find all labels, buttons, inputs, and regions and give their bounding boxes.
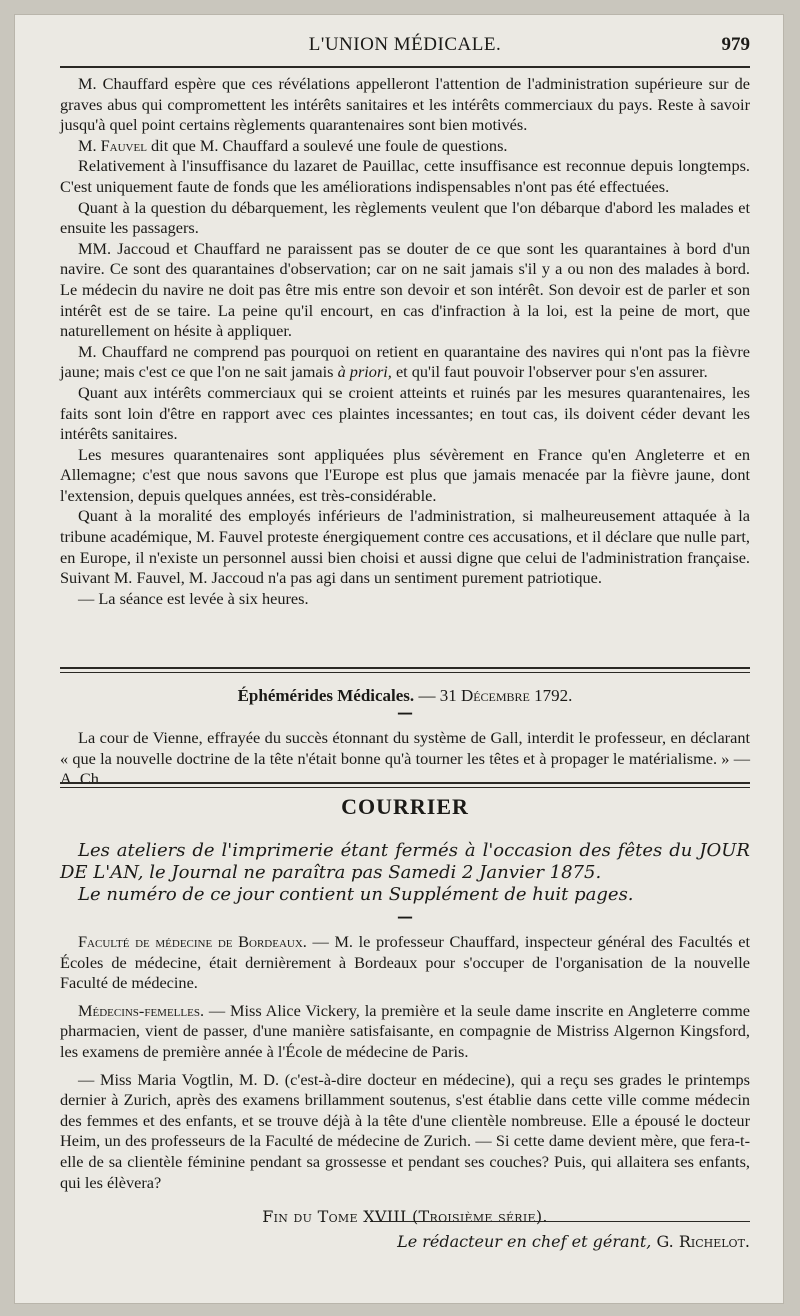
paragraph: Les mesures quarantenaires sont appliquées plus sévèrement en France qu'en Angleterre et en Allemagne; c'est que nous savons que l'Europe est plus que jamais menacée par la fièvre jaune, dont l'extension, depuis quelques années, est très-considérable. [60,444,750,505]
news-text: — M. le professeur Chauffard, inspecteur général des Facultés et Écoles de médecine, était dernièrement à Bordeaux pour s'occuper de l'organisation de la nouvelle Faculté de médecine. [60,932,751,993]
paragraph: Relativement à l'insuffisance du lazaret de Pauillac, cette insuffisance est reconnue depuis longtemps. C'est uniquement faute de fonds que les améliorations indispensables n'ont pas été effectuées. [60,156,750,196]
ephemerides-date: — 31 Décembre 1792. [418,686,573,705]
page-header [60,34,750,62]
paragraph: Quant à la question du débarquement, les règlements veulent que l'on débarque d'abord les malades et ensuite les passagers. [60,197,750,238]
section-rule-thin [60,787,750,788]
journal-title: L'UNION MÉDICALE. [308,34,502,55]
ephemerides-text: La cour de Vienne, effrayée du succès étonnant du système de Gall, interdit le professeur, en déclarant « que la nouvelle doctrine de la tête n'était bonne qu'à tourner les têtes et à propager le matérialisme. » — A. Ch. [60,728,750,789]
paragraph: Quant à la moralité des employés inférieurs de l'administration, si malheureusement attaquée à la tribune académique, M. Fauvel proteste énergiquement contre ces accusations, et il déclare que nulle part, en Europe, il n'existe un personnel aussi bien choisi et aussi digne que celui de l'administration française. Suivant M. Fauvel, M. Jaccoud n'a pas agi dans un sentiment purement patriotique. [60,506,750,588]
paragraph-text: M. Chauffard ne comprend pas pourquoi on retient en quarantaine des navires qui n'ont pas la fièvre jaune; mais c'est ce que l'on ne sait jamais [60,341,750,382]
section-rule [60,667,750,669]
paragraph-text: et qu'il faut pouvoir l'observer pour s'en assurer. [391,362,708,382]
news-item [60,932,750,994]
supplement-notice: Le numéro de ce jour contient un Supplément de huit pages. [78,884,634,905]
paragraph [60,136,750,157]
signature-role: Le rédacteur en chef et gérant, [397,1232,652,1251]
page [14,14,784,1304]
speaker-name: M. Fauvel [78,135,147,155]
news-item: — Miss Maria Vogtlin, M. D. (c'est-à-dire docteur en médecine), qui a reçu ses grades le printemps dernier à Zurich, après des examens brillamment soutenus, s'est établie dans cette ville comme médecin des femmes et des enfants, et se trouve déjà à la tête d'une clientèle nombreuse. Elle a épousé le docteur Heim, un des professeurs de la Faculté de médecine de Zurich. — Si cette dame devient mère, que fera-t-elle de sa clientèle féminine pendant sa grossesse et pendant ses couches? Puis, qui allaitera ses enfants, qui les élèvera? [60,1069,750,1192]
italic-phrase: à priori, [337,362,392,382]
session-report [60,74,750,609]
paragraph-text: dit que M. Chauffard a soulevé une foule de questions. [146,135,508,155]
paragraph: Quant aux intérêts commerciaux qui se croient atteints et ruinés par les mesures quarantenaires, les faits sont loin d'être en rapport avec ces plaintes incessantes; en tout cas, ils doivent céder devant les intérêts sanitaires. [60,382,750,444]
courrier-section [60,794,750,1226]
closing-line: — La séance est levée à six heures. [78,588,309,608]
courrier-news [60,932,750,1193]
signature-name: G. Richelot. [656,1232,750,1251]
signature [60,1232,750,1251]
separator-dash: — [397,907,413,926]
section-rule-thin [60,672,750,673]
ephemerides-title: Éphémérides Médicales. [237,686,415,705]
ephemerides-text-block [60,728,750,790]
volume-end: Fin du Tome XVIII (Troisième série). [262,1207,548,1227]
header-rule [60,66,750,68]
separator-dash: — [397,703,413,722]
paragraph: MM. Jaccoud et Chauffard ne paraissent pas se douter de ce que sont les quarantaines à bord d'un navire. Ce sont des quarantaines d'observation; car on ne sait jamais s'il y a ou non des malades à bord. Le médecin du navire ne doit pas être mis entre son devoir et son intérêt. Son devoir est de parler et son intérêt est de se taire. La peine qu'il encourt, en cas d'infraction à la loi, est la peine de mort, que naturellement on hésite à appliquer. [60,238,750,341]
news-item [60,1001,750,1063]
paragraph: M. Chauffard espère que ces révélations appelleront l'attention de l'administration supérieure sur de graves abus qui compromettent les intérêts sanitaires et les intérêts commerciaux du pays. Reste à savoir jusqu'à quel point certains règlements quarantenaires sont bien motivés. [60,74,750,135]
news-text: — Miss Alice Vickery, la première et la seule dame inscrite en Angleterre comme pharmacien, vient de passer, d'une manière satisfaisante, en compagnie de Mistriss Algernon Kingsford, les examens de première année à l'École de médecine de Paris. [60,1000,750,1061]
section-rule [60,782,750,784]
signature-rule [374,1221,750,1222]
closure-notice: Les ateliers de l'imprimerie étant fermés à l'occasion des fêtes du JOUR DE L'AN, le Journal ne paraîtra pas Samedi 2 Janvier 1875. [60,840,750,883]
news-label: Médecins-femelles. [78,1000,205,1020]
page-number: 979 [721,34,750,55]
paragraph [60,342,750,383]
news-label: Faculté de médecine de Bordeaux. [78,932,307,951]
ephemerides-section [60,686,750,790]
courrier-title: COURRIER [341,794,469,819]
